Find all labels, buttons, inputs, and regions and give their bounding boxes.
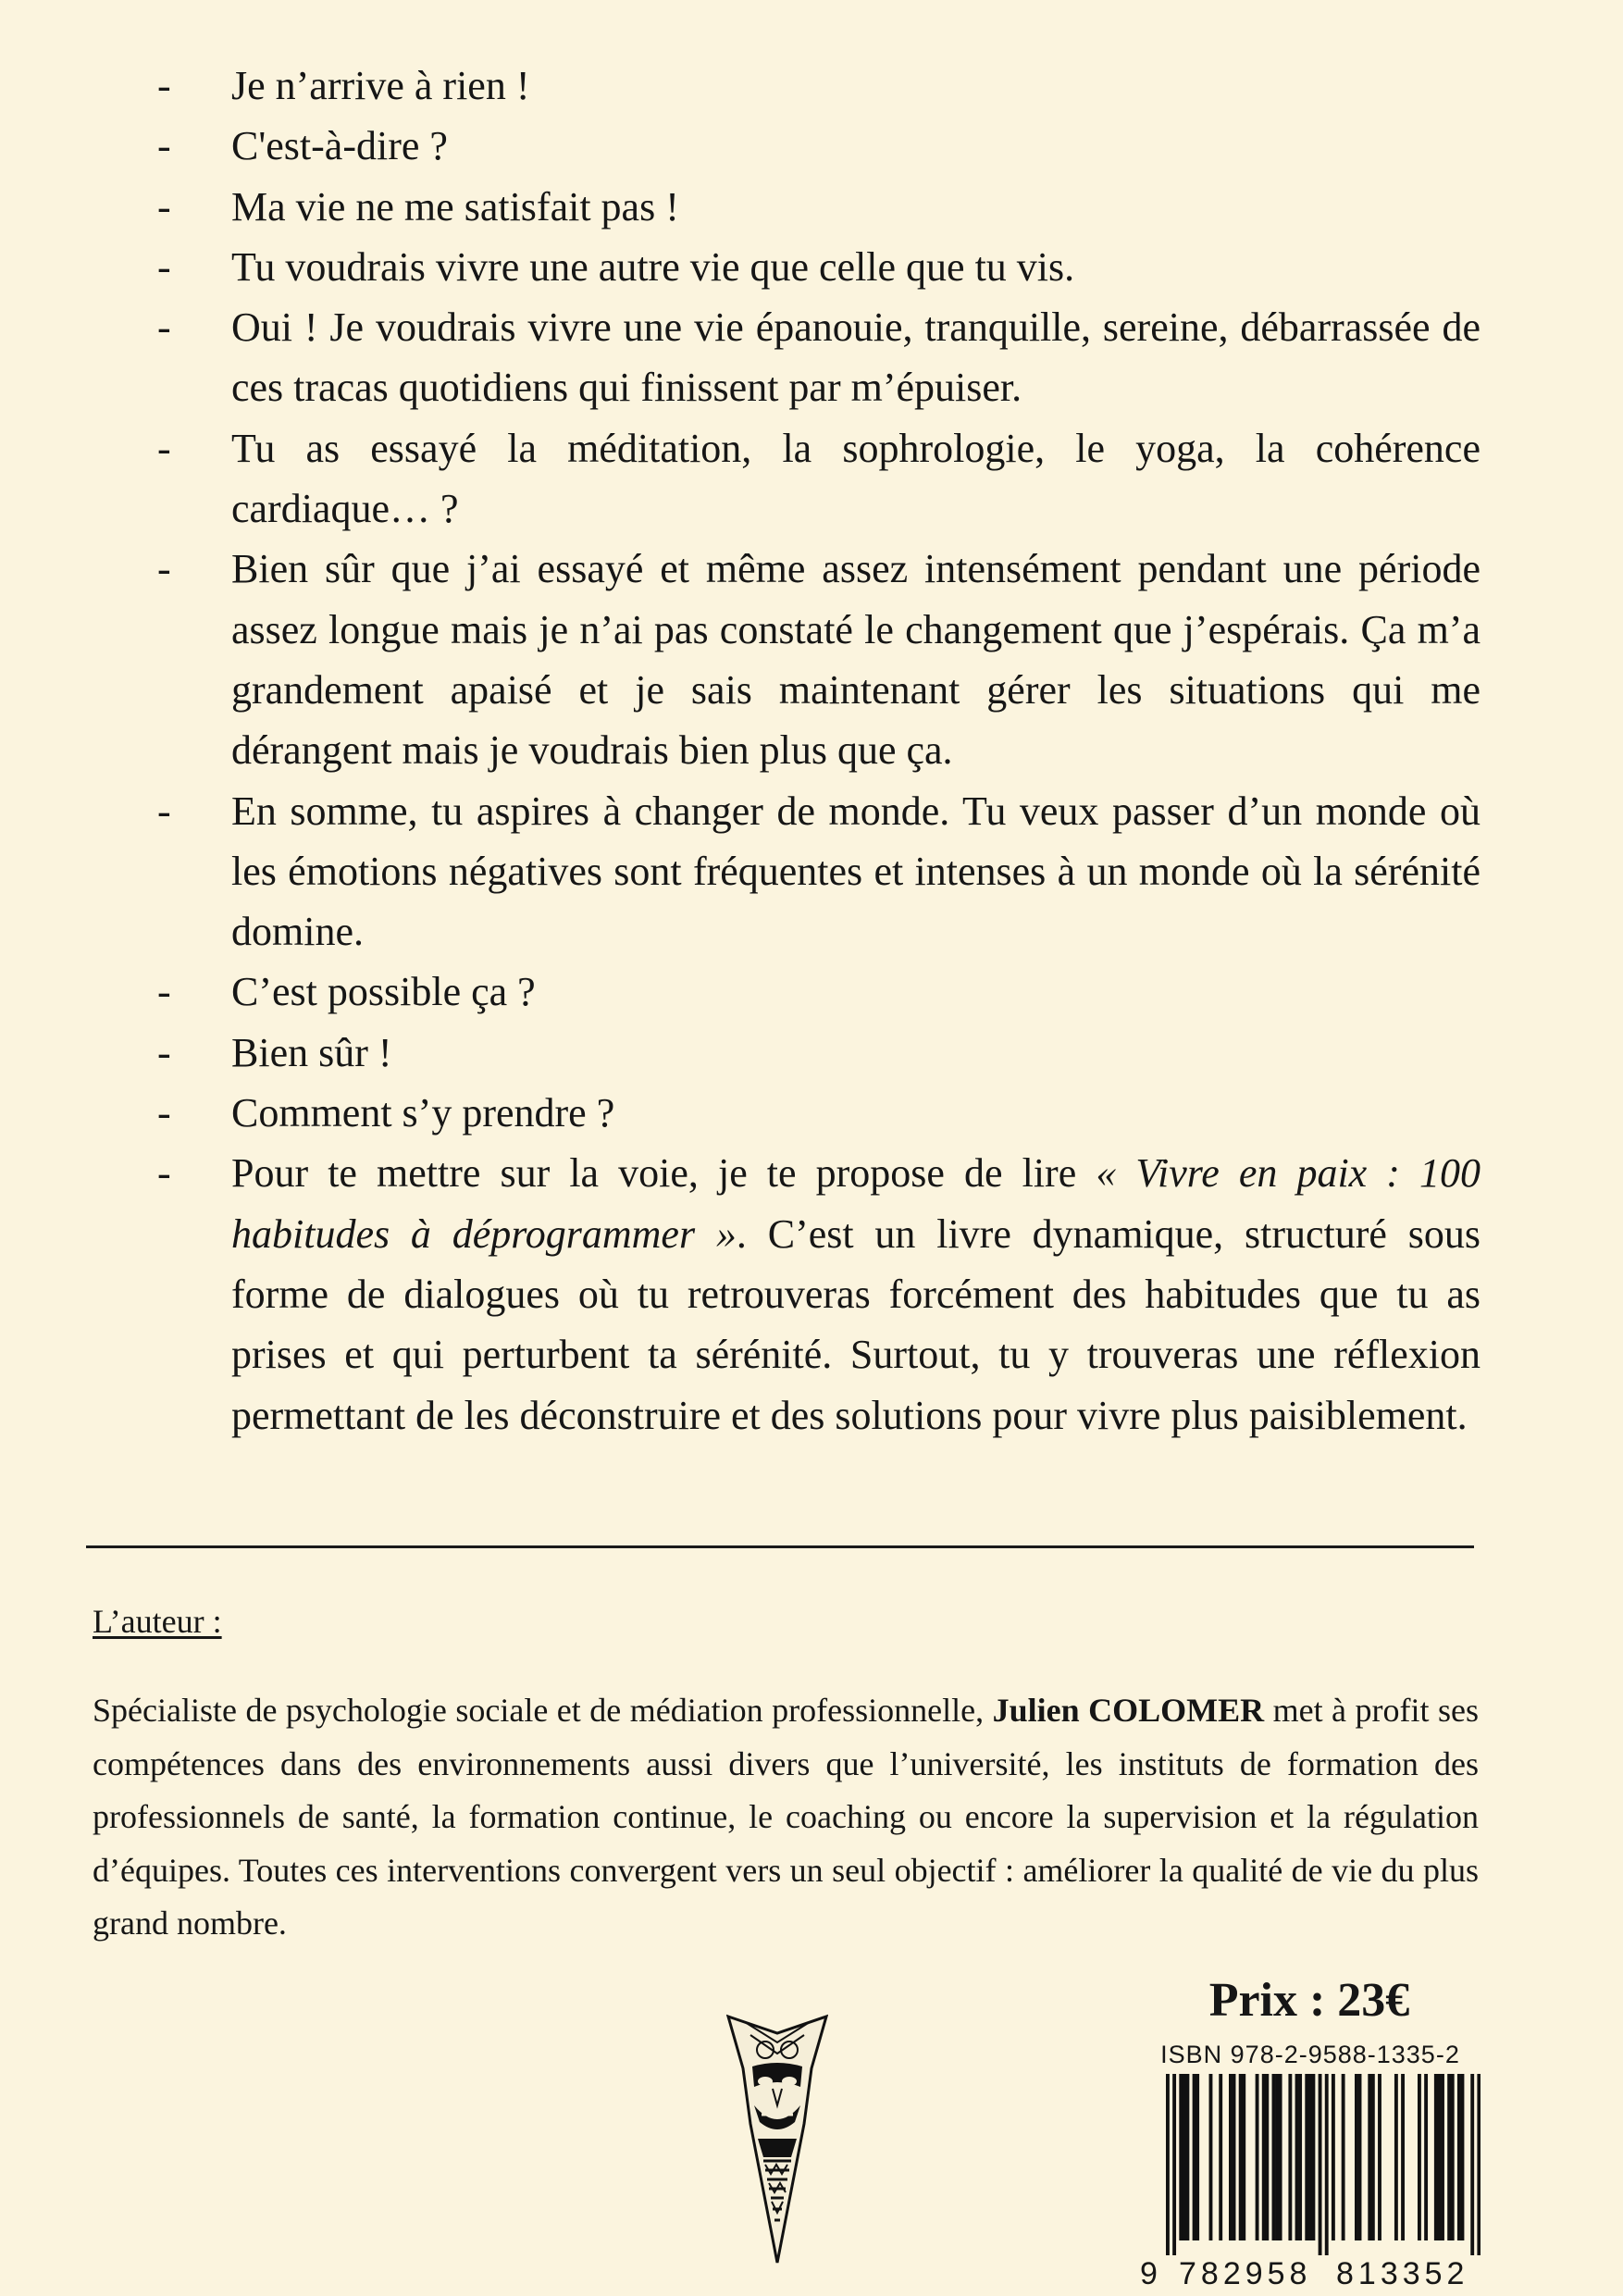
barcode-bar [1279,2074,1282,2240]
barcode-bar [1295,2074,1299,2240]
dash: - [157,183,171,230]
barcode-bar [1183,2074,1186,2240]
barcode-bar [1319,2074,1322,2255]
dialogue-text: Ma vie ne me satisfait pas ! [231,183,679,230]
barcode-bar [1424,2074,1428,2240]
dash: - [157,1150,171,1197]
dialogue-text: Oui ! Je voudrais vivre une vie épanouie, tranquille, sereine, débarrassée de ces tracas quotidiens qui finissent par m’épuiser. [231,304,1481,411]
dialogue-line [157,297,1481,418]
barcode-bar [1305,2074,1308,2240]
dialogue-line [157,237,1481,297]
barcode-bar [1447,2074,1451,2240]
barcode-bar [1242,2074,1245,2240]
barcode-bar [1401,2074,1405,2240]
dialogue-text: Tu as essayé la méditation, la sophrologie, le yoga, la cohérence cardiaque… ? [231,425,1481,532]
dash: - [157,788,171,834]
barcode-bar [1477,2074,1481,2255]
dash: - [157,1090,171,1136]
barcode-bar [1229,2074,1233,2240]
dialogue-line [157,418,1481,540]
author-heading: L’auteur : [93,1603,222,1640]
barcode-bar [1368,2074,1371,2240]
barcode-bar [1193,2074,1196,2240]
dash: - [157,546,171,592]
dialogue-text: Comment s’y prendre ? [231,1090,615,1136]
dash: - [157,1029,171,1075]
dialogue-text: Je n’arrive à rien ! [231,63,530,108]
bio-text: Spécialiste de psychologie sociale et de médiation professionnelle, [93,1692,993,1729]
barcode-bar [1179,2074,1183,2240]
barcode-bar [1256,2074,1259,2240]
dialogue-line [157,781,1481,962]
dash: - [157,243,171,290]
dialogue-line [157,177,1481,237]
dialogue-line [157,1023,1481,1083]
dialogue-text: C’est possible ça ? [231,969,536,1015]
barcode-digits-right: 813352 [1336,2256,1469,2291]
dialogue-text: En somme, tu aspires à changer de monde. Tu veux passer d’un monde où les émotions négatives sont fréquentes et intenses à un monde où la sérénité domine. [231,788,1481,955]
dash: - [157,123,171,169]
barcode-bar [1358,2074,1362,2240]
dialogue-text: Tu voudrais vivre une autre vie que celle que tu vis. [231,243,1075,290]
dash: - [157,969,171,1015]
dash: - [157,304,171,351]
barcode-bar [1378,2074,1381,2240]
dialogue-text: . C’est un livre dynamique, structuré sous forme de dialogues où tu retrouveras forcément des habitudes que tu as prises et qui perturbent ta sérénité. Surtout, tu y trouveras une réflexion permettant de les déconstruire et des solutions pour vivre plus paisiblement. [231,1210,1481,1438]
barcode-bar [1437,2074,1441,2240]
dialogue-line [157,1143,1481,1445]
dash: - [157,63,171,108]
dialogue-text: Bien sûr ! [231,1029,392,1075]
tribal-mask-logo [726,2013,828,2265]
barcode [1140,2074,1481,2255]
barcode-bar [1239,2074,1243,2240]
barcode-bar [1185,2074,1189,2240]
barcode-bar [1233,2074,1236,2240]
barcode-bar [1371,2074,1375,2240]
barcode-bar [1288,2074,1292,2240]
dialogue-line [157,1083,1481,1143]
barcode-bar [1219,2074,1222,2240]
price: Prix : 23€ [1208,1974,1410,2027]
barcode-bar [1298,2074,1302,2240]
isbn-label: ISBN 978-2-9588-1335-2 [1160,2041,1460,2068]
dialogue-line [157,56,1481,116]
barcode-area [1140,2041,1481,2295]
barcode-bar [1172,2074,1176,2255]
dash: - [157,425,171,471]
dialogue-line [157,962,1481,1022]
dialogue-text: Bien sûr que j’ai essayé et même assez intensément pendant une période assez longue mais je n’ai pas constaté le changement que j’espérais. Ça m’a grandement apaisé et je sais maintenant gérer les situations qui me dérangent mais je voudrais bien plus que ça. [231,546,1481,774]
barcode-bar [1394,2074,1398,2240]
barcode-bar [1209,2074,1213,2240]
barcode-bar [1441,2074,1444,2240]
dialogue-text: C'est-à-dire ? [231,123,448,169]
barcode-bar [1470,2074,1474,2255]
barcode-bar [1355,2074,1358,2240]
author-bio [93,1684,1479,1951]
barcode-digits-left: 782958 [1179,2256,1312,2291]
barcode-bar [1262,2074,1266,2240]
barcode-bar [1451,2074,1455,2240]
barcode-bar [1325,2074,1329,2255]
barcode-bar [1308,2074,1312,2240]
barcode-bar [1332,2074,1335,2240]
barcode-digit-first: 9 [1140,2256,1158,2291]
book-title: « Vivre en paix : 100 habitudes à déprogrammer » [231,1150,1481,1257]
barcode-bar [1166,2074,1170,2255]
barcode-bar [1265,2074,1269,2240]
barcode-bar [1342,2074,1345,2240]
dialogue-list [157,56,1481,1446]
barcode-bar [1311,2074,1315,2240]
author-name: Julien COLOMER [992,1692,1265,1729]
dialogue-text: Pour te mettre sur la voie, je te propose de lire [231,1150,1096,1197]
divider [86,1545,1474,1548]
barcode-bar [1457,2074,1461,2240]
dialogue-line [157,116,1481,176]
barcode-bar [1434,2074,1438,2240]
dialogue-line [157,539,1481,780]
barcode-bar [1461,2074,1465,2240]
barcode-bar [1196,2074,1199,2240]
barcode-bar [1272,2074,1276,2240]
barcode-bar [1418,2074,1421,2240]
barcode-bar [1275,2074,1279,2240]
bio-text: met à profit ses compétences dans des environnements aussi divers que l’université, les instituts de formation des professionnels de santé, la formation continue, le coaching ou encore la supervision et la régulation d’équipes. Toutes ces interventions convergent vers un seul objectif : améliorer la qualité de vie du plus grand nombre. [93,1692,1479,1942]
